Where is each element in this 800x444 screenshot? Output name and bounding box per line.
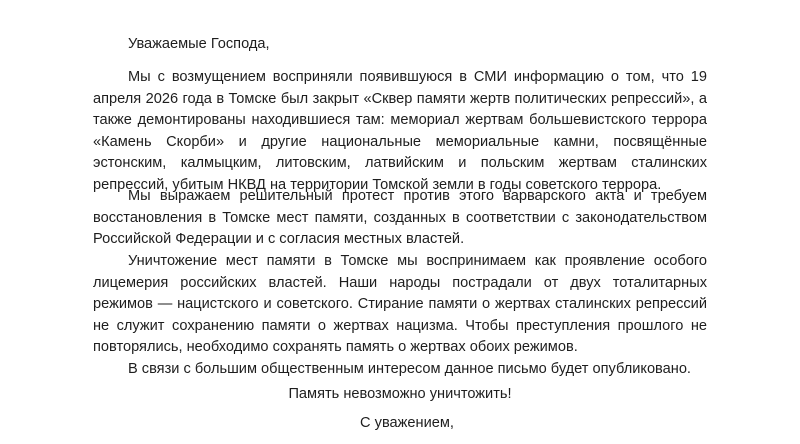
letter-paragraph-2: Мы выражаем решительный протест против этого варварского акта и требуем восстановления в Томске мест памяти, созданных в соответствии с законодательством Российской Федерации и с согласия местных властей.	[93, 188, 707, 247]
letter-closing-line: Память невозможно уничтожить!	[288, 386, 512, 402]
letter-paragraph-4: В связи с большим общественным интересом данное письмо будет опубликовано.	[128, 361, 691, 377]
letter-sign-off: С уважением,	[360, 415, 454, 431]
letter-paragraph-3: Уничтожение мест памяти в Томске мы воспринимаем как проявление особого лицемерия российских властей. Наши народы пострадали от двух тоталитарных режимов — нацистского и советского. Стирание памяти о жертвах сталинских репрессий не служит сохранению памяти о жертвах нацизма. Чтобы преступления прошлого не повторялись, необходимо сохранять память о жертвах обоих режимов.	[93, 253, 707, 355]
letter-paragraph-1: Мы с возмущением восприняли появившуюся в СМИ информацию о том, что 19 апреля 2026 года в Томске был закрыт «Сквер памяти жертв политических репрессий», а также демонтированы находившиеся там: мемориал жертвам большевистского террора «Камень Скорби» и другие национальные мемориальные камни, посвящённые эстонским, калмыцким, литовским, латвийским и польским жертвам сталинских репрессий, убитым НКВД на территории Томской земли в годы советского террора.	[93, 69, 707, 193]
letter-greeting: Уважаемые Господа,	[128, 36, 270, 52]
